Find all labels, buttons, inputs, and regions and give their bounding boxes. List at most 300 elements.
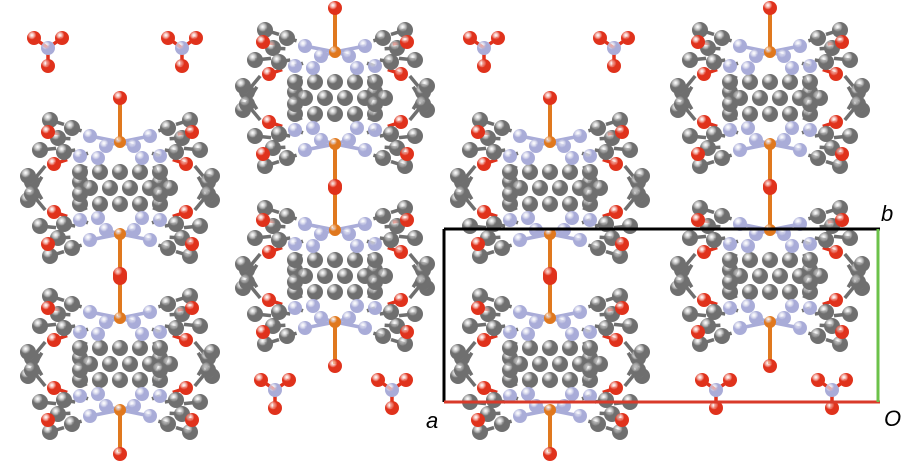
carbon-atom xyxy=(582,164,598,180)
carbon-atom xyxy=(112,340,128,356)
oxygen-atom xyxy=(763,359,777,373)
oxygen-atom xyxy=(477,381,491,395)
nitrogen-atom xyxy=(342,311,356,325)
carbon-atom xyxy=(762,284,778,300)
carbon-atom xyxy=(772,90,788,106)
oxygen-atom xyxy=(471,413,485,427)
nitrogen-atom xyxy=(803,59,817,73)
oxygen-atom xyxy=(609,205,623,219)
carbon-atom xyxy=(682,128,698,144)
carbon-atom xyxy=(367,74,383,90)
oxygen-atom xyxy=(55,31,69,45)
nitrogen-atom xyxy=(741,239,755,253)
oxygen-atom xyxy=(835,213,849,227)
nitrogen-atom xyxy=(741,121,755,135)
nitrogen-atom xyxy=(306,299,320,313)
oxygen-atom xyxy=(27,31,41,45)
nitrogen-atom xyxy=(127,139,141,153)
carbon-atom xyxy=(279,328,295,344)
nitrogen-atom xyxy=(793,143,807,157)
nitrogen-atom xyxy=(268,383,282,397)
nitrogen-atom xyxy=(565,211,579,225)
carbon-atom xyxy=(235,78,251,94)
nitrogen-atom xyxy=(785,299,799,313)
carbon-atom xyxy=(102,180,118,196)
carbon-atom xyxy=(247,306,263,322)
oxygen-atom xyxy=(829,115,843,129)
metal-atom xyxy=(544,312,556,324)
oxygen-atom xyxy=(161,31,175,45)
carbon-atom xyxy=(562,372,578,388)
nitrogen-atom xyxy=(723,301,737,315)
nitrogen-atom xyxy=(135,151,149,165)
nitrogen-atom xyxy=(749,311,763,325)
carbon-atom xyxy=(327,74,343,90)
carbon-atom xyxy=(168,392,184,408)
nitrogen-atom xyxy=(573,233,587,247)
carbon-atom xyxy=(168,144,184,160)
oxygen-atom xyxy=(543,267,557,281)
oxygen-atom xyxy=(593,31,607,45)
carbon-atom xyxy=(204,168,220,184)
nitrogen-atom xyxy=(314,133,328,147)
nitrogen-atom xyxy=(733,39,747,53)
oxygen-atom xyxy=(491,31,505,45)
carbon-atom xyxy=(450,344,466,360)
carbon-atom xyxy=(486,144,502,160)
carbon-atom xyxy=(842,52,858,68)
carbon-atom xyxy=(634,344,650,360)
carbon-atom xyxy=(32,394,48,410)
carbon-atom xyxy=(818,126,834,142)
nitrogen-atom xyxy=(513,129,527,143)
carbon-atom xyxy=(562,164,578,180)
carbon-atom xyxy=(112,196,128,212)
oxygen-atom xyxy=(328,1,342,15)
oxygen-atom xyxy=(113,91,127,105)
metal-atom xyxy=(329,224,341,236)
nitrogen-atom xyxy=(288,301,302,315)
carbon-atom xyxy=(279,208,295,224)
carbon-atom xyxy=(64,120,80,136)
nitrogen-atom xyxy=(298,217,312,231)
nitrogen-atom xyxy=(41,41,55,55)
nitrogen-atom xyxy=(723,123,737,137)
carbon-atom xyxy=(818,304,834,320)
nitrogen-atom xyxy=(749,49,763,63)
carbon-atom xyxy=(450,168,466,184)
carbon-atom xyxy=(850,96,866,112)
carbon-atom xyxy=(271,54,287,70)
nitrogen-atom xyxy=(288,59,302,73)
nitrogen-atom xyxy=(583,213,597,227)
oxygen-atom xyxy=(41,237,55,251)
carbon-atom xyxy=(122,180,138,196)
carbon-atom xyxy=(317,268,333,284)
metal-atom xyxy=(764,138,776,150)
oxygen-atom xyxy=(262,293,276,307)
nitrogen-atom xyxy=(793,321,807,335)
nitrogen-atom xyxy=(741,61,755,75)
oxygen-atom xyxy=(47,157,61,171)
carbon-atom xyxy=(337,268,353,284)
oxygen-atom xyxy=(609,333,623,347)
nitrogen-atom xyxy=(723,237,737,251)
oxygen-atom xyxy=(185,413,199,427)
nitrogen-atom xyxy=(777,311,791,325)
carbon-atom xyxy=(752,90,768,106)
nitrogen-atom xyxy=(368,301,382,315)
carbon-atom xyxy=(542,164,558,180)
nitrogen-atom xyxy=(99,139,113,153)
carbon-atom xyxy=(706,126,722,142)
nitrogen-atom xyxy=(83,233,97,247)
carbon-atom xyxy=(247,128,263,144)
nitrogen-atom xyxy=(298,143,312,157)
nitrogen-atom xyxy=(513,409,527,423)
carbon-atom xyxy=(674,274,690,290)
nitrogen-atom xyxy=(99,223,113,237)
metal-atom xyxy=(329,46,341,58)
carbon-atom xyxy=(192,318,208,334)
oxygen-atom xyxy=(189,31,203,45)
oxygen-atom xyxy=(256,325,270,339)
nitrogen-atom xyxy=(573,409,587,423)
oxygen-atom xyxy=(763,1,777,15)
nitrogen-atom xyxy=(477,41,491,55)
nitrogen-atom xyxy=(342,227,356,241)
carbon-atom xyxy=(682,306,698,322)
nitrogen-atom xyxy=(306,239,320,253)
nitrogen-atom xyxy=(733,143,747,157)
carbon-atom xyxy=(802,274,818,290)
carbon-atom xyxy=(317,90,333,106)
oxygen-atom xyxy=(615,413,629,427)
carbon-atom xyxy=(598,320,614,336)
oxygen-atom xyxy=(835,35,849,49)
carbon-atom xyxy=(72,164,88,180)
nitrogen-atom xyxy=(127,223,141,237)
carbon-atom xyxy=(375,328,391,344)
carbon-atom xyxy=(454,186,470,202)
carbon-atom xyxy=(502,186,518,202)
metal-atom xyxy=(544,404,556,416)
nitrogen-atom xyxy=(350,299,364,313)
nitrogen-atom xyxy=(368,123,382,137)
nitrogen-atom xyxy=(825,383,839,397)
oxygen-atom xyxy=(371,373,385,387)
oxygen-atom xyxy=(835,325,849,339)
carbon-atom xyxy=(598,392,614,408)
carbon-atom xyxy=(307,284,323,300)
oxygen-atom xyxy=(185,301,199,315)
carbon-atom xyxy=(522,196,538,212)
oxygen-atom xyxy=(691,35,705,49)
nitrogen-atom xyxy=(73,389,87,403)
oxygen-atom xyxy=(615,237,629,251)
carbon-atom xyxy=(522,340,538,356)
carbon-atom xyxy=(634,168,650,184)
carbon-atom xyxy=(367,274,383,290)
carbon-atom xyxy=(56,320,72,336)
carbon-atom xyxy=(92,340,108,356)
carbon-atom xyxy=(722,252,738,268)
oxygen-atom xyxy=(829,67,843,81)
nitrogen-atom xyxy=(342,133,356,147)
nitrogen-atom xyxy=(503,213,517,227)
carbon-atom xyxy=(522,164,538,180)
oxygen-atom xyxy=(695,373,709,387)
carbon-atom xyxy=(132,196,148,212)
oxygen-atom xyxy=(47,205,61,219)
oxygen-atom xyxy=(47,333,61,347)
carbon-atom xyxy=(706,232,722,248)
carbon-atom xyxy=(132,164,148,180)
carbon-atom xyxy=(56,144,72,160)
oxygen-atom xyxy=(394,115,408,129)
oxygen-atom xyxy=(615,125,629,139)
carbon-atom xyxy=(160,240,176,256)
nitrogen-atom xyxy=(135,327,149,341)
oxygen-atom xyxy=(835,147,849,161)
nitrogen-atom xyxy=(135,211,149,225)
metal-atom xyxy=(329,316,341,328)
carbon-atom xyxy=(415,274,431,290)
nitrogen-atom xyxy=(749,133,763,147)
carbon-atom xyxy=(247,230,263,246)
nitrogen-atom xyxy=(573,129,587,143)
oxygen-atom xyxy=(262,115,276,129)
nitrogen-atom xyxy=(358,321,372,335)
carbon-atom xyxy=(462,218,478,234)
carbon-atom xyxy=(850,274,866,290)
nitrogen-atom xyxy=(785,61,799,75)
oxygen-atom xyxy=(615,301,629,315)
carbon-atom xyxy=(818,54,834,70)
carbon-atom xyxy=(367,252,383,268)
nitrogen-atom xyxy=(143,233,157,247)
carbon-atom xyxy=(522,372,538,388)
nitrogen-atom xyxy=(565,327,579,341)
carbon-atom xyxy=(112,372,128,388)
carbon-atom xyxy=(287,96,303,112)
carbon-atom xyxy=(192,142,208,158)
carbon-atom xyxy=(714,150,730,166)
carbon-atom xyxy=(56,392,72,408)
carbon-atom xyxy=(630,186,646,202)
nitrogen-atom xyxy=(314,49,328,63)
carbon-atom xyxy=(92,372,108,388)
nitrogen-atom xyxy=(503,325,517,339)
metal-atom xyxy=(114,312,126,324)
carbon-atom xyxy=(682,52,698,68)
oxygen-atom xyxy=(328,179,342,193)
nitrogen-atom xyxy=(288,237,302,251)
metal-atom xyxy=(114,404,126,416)
oxygen-atom xyxy=(179,381,193,395)
oxygen-atom xyxy=(113,447,127,461)
carbon-atom xyxy=(762,252,778,268)
oxygen-atom xyxy=(609,157,623,171)
carbon-atom xyxy=(542,340,558,356)
nitrogen-atom xyxy=(314,227,328,241)
nitrogen-atom xyxy=(350,239,364,253)
carbon-atom xyxy=(192,394,208,410)
carbon-atom xyxy=(532,356,548,372)
nitrogen-atom xyxy=(83,409,97,423)
carbon-atom xyxy=(383,126,399,142)
oxygen-atom xyxy=(697,245,711,259)
carbon-atom xyxy=(854,78,870,94)
oxygen-atom xyxy=(179,205,193,219)
nitrogen-atom xyxy=(153,325,167,339)
oxygen-atom xyxy=(328,359,342,373)
metal-atom xyxy=(329,138,341,150)
carbon-atom xyxy=(204,344,220,360)
carbon-atom xyxy=(347,284,363,300)
carbon-atom xyxy=(160,416,176,432)
carbon-atom xyxy=(287,74,303,90)
carbon-atom xyxy=(375,30,391,46)
oxygen-atom xyxy=(113,267,127,281)
carbon-atom xyxy=(32,142,48,158)
carbon-atom xyxy=(271,126,287,142)
carbon-atom xyxy=(327,252,343,268)
oxygen-atom xyxy=(256,147,270,161)
nitrogen-atom xyxy=(368,237,382,251)
nitrogen-atom xyxy=(513,305,527,319)
carbon-atom xyxy=(454,362,470,378)
nitrogen-atom xyxy=(793,39,807,53)
nitrogen-atom xyxy=(557,315,571,329)
oxygen-atom xyxy=(477,59,491,73)
nitrogen-atom xyxy=(565,151,579,165)
carbon-atom xyxy=(842,230,858,246)
oxygen-atom xyxy=(839,373,853,387)
carbon-atom xyxy=(762,74,778,90)
nitrogen-atom xyxy=(135,387,149,401)
nitrogen-atom xyxy=(99,315,113,329)
carbon-atom xyxy=(112,164,128,180)
carbon-atom xyxy=(742,106,758,122)
oxygen-atom xyxy=(185,125,199,139)
carbon-atom xyxy=(590,296,606,312)
carbon-atom xyxy=(670,256,686,272)
carbon-atom xyxy=(810,208,826,224)
carbon-atom xyxy=(383,232,399,248)
oxygen-atom xyxy=(394,67,408,81)
carbon-atom xyxy=(239,96,255,112)
oxygen-atom xyxy=(543,447,557,461)
nitrogen-atom xyxy=(521,151,535,165)
carbon-atom xyxy=(714,208,730,224)
oxygen-atom xyxy=(254,373,268,387)
carbon-atom xyxy=(235,256,251,272)
oxygen-atom xyxy=(256,213,270,227)
oxygen-atom xyxy=(829,245,843,259)
carbon-atom xyxy=(802,96,818,112)
oxygen-atom xyxy=(262,245,276,259)
oxygen-atom xyxy=(400,35,414,49)
carbon-atom xyxy=(152,186,168,202)
nitrogen-atom xyxy=(342,49,356,63)
metal-atom xyxy=(764,46,776,58)
carbon-atom xyxy=(752,268,768,284)
carbon-atom xyxy=(64,240,80,256)
carbon-atom xyxy=(494,240,510,256)
carbon-atom xyxy=(271,232,287,248)
carbon-atom xyxy=(271,304,287,320)
carbon-atom xyxy=(622,218,638,234)
carbon-atom xyxy=(102,356,118,372)
carbon-atom xyxy=(782,106,798,122)
carbon-atom xyxy=(582,186,598,202)
carbon-atom xyxy=(714,30,730,46)
carbon-atom xyxy=(486,392,502,408)
nitrogen-atom xyxy=(521,387,535,401)
nitrogen-atom xyxy=(803,123,817,137)
oxygen-atom xyxy=(621,31,635,45)
oxygen-atom xyxy=(543,91,557,105)
nitrogen-atom xyxy=(785,121,799,135)
carbon-atom xyxy=(307,252,323,268)
nitrogen-atom xyxy=(127,315,141,329)
carbon-atom xyxy=(192,218,208,234)
carbon-atom xyxy=(64,416,80,432)
carbon-atom xyxy=(337,90,353,106)
carbon-atom xyxy=(72,186,88,202)
carbon-atom xyxy=(742,74,758,90)
oxygen-atom xyxy=(477,333,491,347)
nitrogen-atom xyxy=(521,327,535,341)
carbon-atom xyxy=(532,180,548,196)
oxygen-atom xyxy=(697,115,711,129)
carbon-atom xyxy=(64,296,80,312)
carbon-atom xyxy=(247,52,263,68)
oxygen-atom xyxy=(256,35,270,49)
carbon-atom xyxy=(598,144,614,160)
nitrogen-atom xyxy=(153,389,167,403)
nitrogen-atom xyxy=(709,383,723,397)
nitrogen-atom xyxy=(298,39,312,53)
carbon-atom xyxy=(542,372,558,388)
carbon-atom xyxy=(347,106,363,122)
carbon-atom xyxy=(168,320,184,336)
carbon-atom xyxy=(132,340,148,356)
oxygen-atom xyxy=(691,325,705,339)
nitrogen-atom xyxy=(73,149,87,163)
oxygen-atom xyxy=(477,205,491,219)
carbon-atom xyxy=(590,416,606,432)
carbon-atom xyxy=(20,168,36,184)
nitrogen-atom xyxy=(723,59,737,73)
carbon-atom xyxy=(494,416,510,432)
carbon-atom xyxy=(722,74,738,90)
carbon-atom xyxy=(714,328,730,344)
oxygen-atom xyxy=(282,373,296,387)
oxygen-atom xyxy=(399,373,413,387)
oxygen-atom xyxy=(179,333,193,347)
nitrogen-atom xyxy=(607,41,621,55)
nitrogen-atom xyxy=(358,143,372,157)
carbon-atom xyxy=(670,78,686,94)
carbon-atom xyxy=(782,74,798,90)
oxygen-atom xyxy=(175,59,189,73)
nitrogen-atom xyxy=(306,61,320,75)
carbon-atom xyxy=(56,216,72,232)
oxygen-atom xyxy=(262,67,276,81)
carbon-atom xyxy=(462,142,478,158)
